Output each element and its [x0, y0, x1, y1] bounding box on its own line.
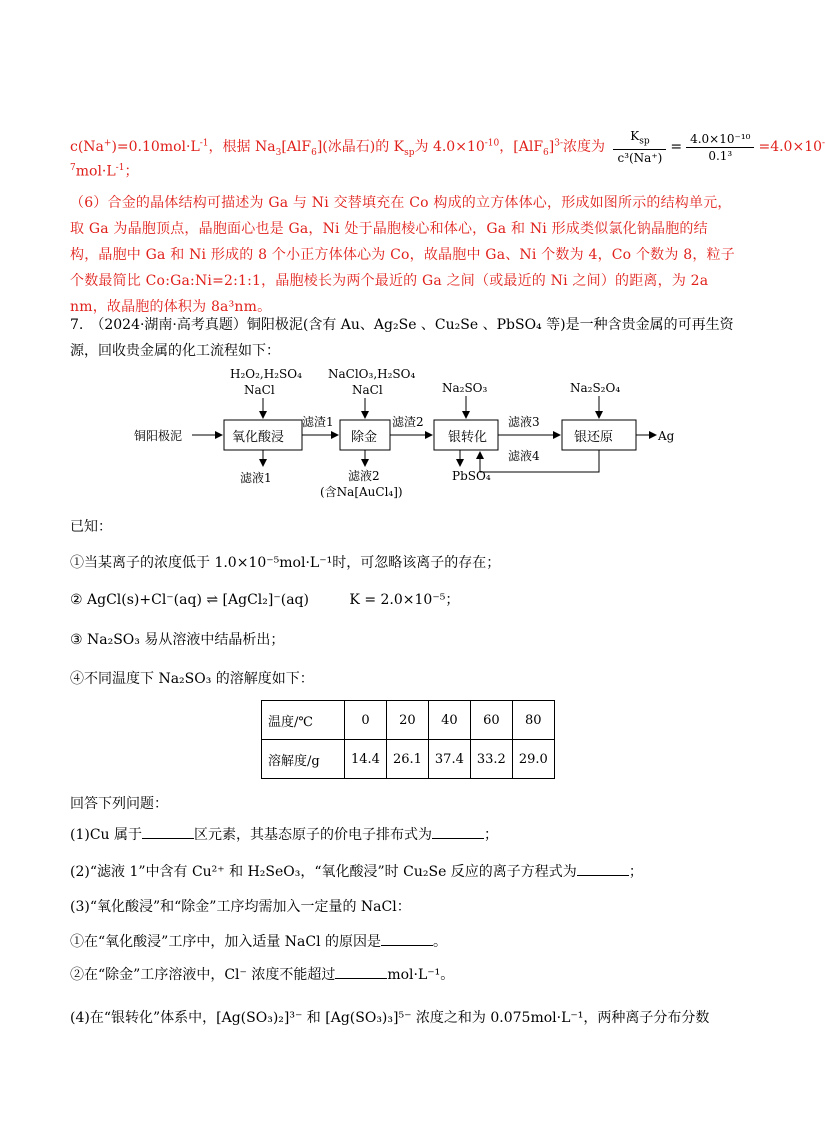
filter-residue-2: 滤渣2: [392, 415, 424, 429]
answer-blank[interactable]: [335, 964, 387, 979]
process-flowchart: [130, 362, 690, 502]
question-1: [70, 824, 498, 845]
known-title: 已知：: [70, 519, 112, 535]
filtrate-1: 滤液1: [240, 471, 272, 485]
text: 。: [433, 934, 447, 950]
table-row: [262, 740, 555, 779]
table-cell: 29.0: [512, 740, 554, 779]
text: 7. （2024·湖南·高考真题）铜阳极泥(含有 Au、Ag₂Se 、Cu₂Se 、PbSO₄ 等)是一种含贵金属的可再生资: [70, 317, 734, 333]
sub: sp: [639, 136, 650, 147]
table-cell: 26.1: [386, 740, 428, 779]
text: ；: [484, 827, 499, 843]
table-cell: 40: [428, 701, 470, 740]
pbso4-label: PbSO₄: [452, 469, 491, 483]
reagent-2b: NaCl: [352, 383, 383, 397]
sub: sp: [404, 148, 415, 158]
text: c³(Na⁺): [617, 151, 663, 166]
table-cell: 14.4: [345, 740, 387, 779]
box-2-label: 除金: [351, 430, 378, 445]
text: ；: [124, 163, 139, 180]
sup: 7: [70, 163, 76, 173]
question-3-2: [70, 964, 454, 985]
sup: -1: [115, 163, 125, 173]
reagent-4: Na₂S₂O₄: [570, 381, 621, 395]
value-fraction: [686, 131, 754, 164]
text: 0.1³: [708, 148, 733, 163]
table-header: 溶解度/g: [262, 740, 345, 779]
question-4: (4)在“银转化”体系中，[Ag(SO₃)₂]³⁻ 和 [Ag(SO₃)₃]⁵⁻ 浓度之和为 0.075mol·L⁻¹，两种离子分布分数: [70, 1010, 710, 1026]
box-1-label: 氧化酸浸: [232, 430, 285, 445]
question-7-intro: [70, 312, 735, 364]
sup: 3-: [554, 138, 564, 149]
table-cell: 33.2: [470, 740, 512, 779]
table-header: 温度/℃: [262, 701, 345, 740]
explanation-5-line-1: $c(Na^+)=0.10mol\cdot L^{-1}$，根据 $Na_3[AlF_6]$(冰晶石)的 $K_{sp}$为 $4.0\times 10^{-10}$，$[AlF_6]^{3-}$浓度为 $\frac{K_{sp}}{\text{c³(Na⁺)}}$ = $\frac{\text{4.0×10⁻¹⁰}}{\text{0.1³}}$ =4.0×10-: [70, 129, 825, 166]
text: (2)“滤液 1”中含有 Cu²⁺ 和 H₂SeO₃，“氧化酸浸”时 Cu₂Se 反应的离子方程式为: [70, 864, 577, 880]
text: c(Na: [70, 139, 104, 156]
sup: -10: [484, 138, 500, 149]
answer-blank[interactable]: [381, 931, 433, 946]
text: 区元素，其基态原子的价电子排布式为: [194, 827, 433, 843]
known-2: [70, 590, 459, 610]
text: ](冰晶石)的 K: [316, 139, 405, 156]
known-4: ④不同温度下 Na₂SO₃ 的溶解度如下：: [70, 671, 314, 687]
text: ，根据 Na: [208, 139, 276, 156]
table-cell: 37.4: [428, 740, 470, 779]
filtrate-2: 滤液2: [348, 469, 380, 483]
text: 4.0×10⁻¹⁰: [686, 131, 754, 148]
known-3: ③ Na₂SO₃ 易从溶液中结晶析出；: [70, 632, 285, 648]
input-label: 铜阳极泥: [134, 429, 183, 443]
text: K = 2.0×10⁻⁵；: [349, 592, 460, 608]
text: (1)Cu 属于: [70, 827, 143, 843]
ksp-fraction: [613, 128, 666, 166]
answer-blank[interactable]: [142, 824, 194, 839]
known-1: ①当某离子的浓度低于 1.0×10⁻⁵mol·L⁻¹时，可忽略该离子的存在；: [70, 555, 501, 571]
table-cell: 80: [512, 701, 554, 740]
table-row: [262, 701, 555, 740]
text: ②在“除金”工序溶液中，Cl⁻ 浓度不能超过: [70, 967, 336, 983]
explanation-6: （6）合金的晶体结构可描述为 Ga 与 Ni 交替填充在 Co 构成的立方体体心，形成如图所示的结构单元，取 Ga 为晶胞顶点，晶胞面心也是 Ga，Ni 处于晶胞棱心和体心，Ga 和 Ni 形成类似氯化钠晶胞的结构，晶胞中 Ga 和 Ni 形成的 8 个小正方体体心为 Co，故晶胞中 Ga、Ni 个数为 4，Co 个数为 8，粒子个数最简比 Co:Ga:Ni=2:1:1，晶胞棱长为两个最近的 Ga 之间（或最近的 Ni 之间）的距离，为 2a nm，故晶胞的体积为 8a³nm。: [70, 195, 735, 315]
text: mol·L⁻¹。: [387, 967, 455, 983]
box-3-label: 银转化: [448, 430, 488, 445]
question-3: (3)“氧化酸浸”和“除金”工序均需加入一定量的 NaCl：: [70, 899, 411, 915]
text: 浓度为: [563, 139, 606, 156]
sub: 6: [543, 148, 549, 158]
text: ，[AlF: [499, 139, 544, 156]
filter-residue-1: 滤渣1: [302, 415, 334, 429]
answer-blank[interactable]: [432, 824, 484, 839]
solubility-table: [261, 700, 555, 779]
question-3-1: [70, 931, 447, 952]
output-label: Ag: [658, 429, 675, 443]
table-cell: 60: [470, 701, 512, 740]
text: ①在“氧化酸浸”工序中，加入适量 NaCl 的原因是: [70, 934, 381, 950]
table-cell: 20: [386, 701, 428, 740]
filtrate-4: 滤液4: [508, 449, 540, 463]
explanation-5-line-2: [70, 158, 138, 182]
reagent-3: Na₂SO₃: [442, 381, 488, 395]
sup: -: [822, 138, 825, 149]
reagent-1b: NaCl: [244, 383, 275, 397]
table-cell: 0: [345, 701, 387, 740]
text: K: [630, 129, 640, 143]
text: mol·L: [75, 163, 116, 180]
filtrate-2-note: (含Na[AuCl₄]): [320, 485, 403, 499]
filtrate-3: 滤液3: [508, 415, 540, 429]
sub: 3: [275, 148, 282, 158]
text: ② AgCl(s)+Cl⁻(aq) ⇌ [AgCl₂]⁻(aq): [70, 592, 309, 608]
answer-prompt: 回答下列问题：: [70, 796, 168, 812]
text: [AlF: [281, 139, 312, 156]
text: 源，回收贵金属的化工流程如下：: [70, 343, 280, 359]
reagent-1a: H₂O₂,H₂SO₄: [230, 367, 302, 381]
sup: +: [103, 138, 112, 149]
sup: -1: [199, 138, 209, 149]
box-4-label: 银还原: [574, 430, 614, 445]
text: )=0.10mol·L: [111, 139, 200, 156]
text: ；: [628, 864, 643, 880]
text: 为 4.0×10: [414, 139, 485, 156]
reagent-2a: NaClO₃,H₂SO₄: [328, 367, 416, 381]
answer-blank[interactable]: [577, 861, 629, 876]
text: =4.0×10: [758, 139, 823, 156]
sub: 6: [311, 148, 317, 158]
question-2: [70, 861, 643, 882]
